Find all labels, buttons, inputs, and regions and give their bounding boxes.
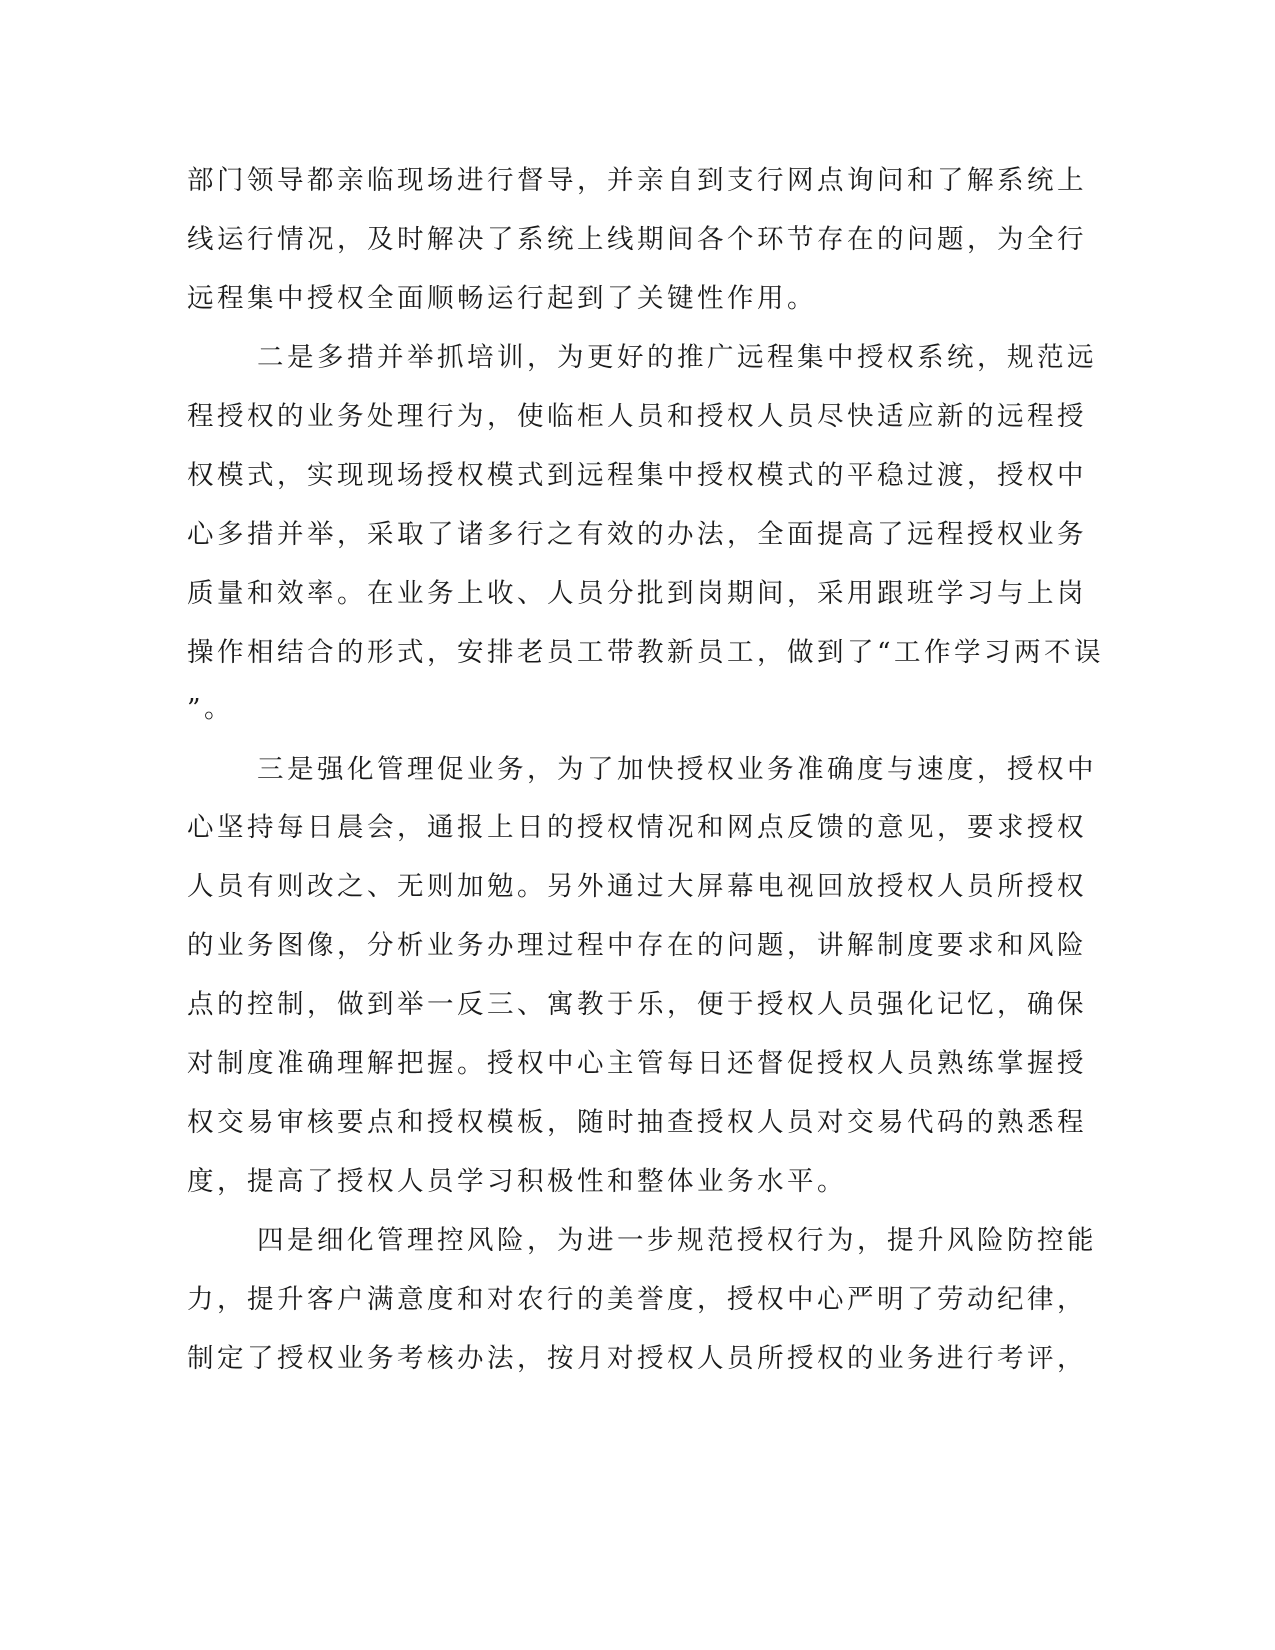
text-line: 权交易审核要点和授权模板，随时抽查授权人员对交易代码的熟悉程 xyxy=(187,1107,1087,1138)
text-line: 操作相结合的形式，安排老员工带教新员工，做到了“工作学习两不误 xyxy=(187,637,1105,668)
text-line: 制定了授权业务考核办法，按月对授权人员所授权的业务进行考评， xyxy=(187,1343,1087,1374)
text-line: 人员有则改之、无则加勉。另外通过大屏幕电视回放授权人员所授权 xyxy=(187,871,1087,902)
text-line: 远程集中授权全面顺畅运行起到了关键性作用。 xyxy=(187,283,817,314)
text-line: 对制度准确理解把握。授权中心主管每日还督促授权人员熟练掌握授 xyxy=(187,1048,1087,1079)
text-line: 力，提升客户满意度和对农行的美誉度，授权中心严明了劳动纪律， xyxy=(187,1284,1087,1315)
text-line: 线运行情况，及时解决了系统上线期间各个环节存在的问题，为全行 xyxy=(187,224,1087,255)
text-line: 部门领导都亲临现场进行督导，并亲自到支行网点询问和了解系统上 xyxy=(187,165,1087,196)
text-line: ”。 xyxy=(187,693,235,724)
text-line: 的业务图像，分析业务办理过程中存在的问题，讲解制度要求和风险 xyxy=(187,930,1087,961)
paragraph-4-first-line: 四是细化管理控风险，为进一步规范授权行为，提升风险防控能 xyxy=(257,1225,1097,1256)
paragraph-3-first-line: 三是强化管理促业务，为了加快授权业务准确度与速度，授权中 xyxy=(257,754,1097,785)
text-line: 心坚持每日晨会，通报上日的授权情况和网点反馈的意见，要求授权 xyxy=(187,812,1087,843)
text-line: 心多措并举，采取了诸多行之有效的办法，全面提高了远程授权业务 xyxy=(187,519,1087,550)
paragraph-2-first-line: 二是多措并举抓培训，为更好的推广远程集中授权系统，规范远 xyxy=(257,342,1097,373)
text-line: 点的控制，做到举一反三、寓教于乐，便于授权人员强化记忆，确保 xyxy=(187,989,1087,1020)
text-line: 程授权的业务处理行为，使临柜人员和授权人员尽快适应新的远程授 xyxy=(187,401,1087,432)
text-line: 质量和效率。在业务上收、人员分批到岗期间，采用跟班学习与上岗 xyxy=(187,578,1087,609)
text-line: 度，提高了授权人员学习积极性和整体业务水平。 xyxy=(187,1166,847,1197)
text-line: 权模式，实现现场授权模式到远程集中授权模式的平稳过渡，授权中 xyxy=(187,460,1087,491)
